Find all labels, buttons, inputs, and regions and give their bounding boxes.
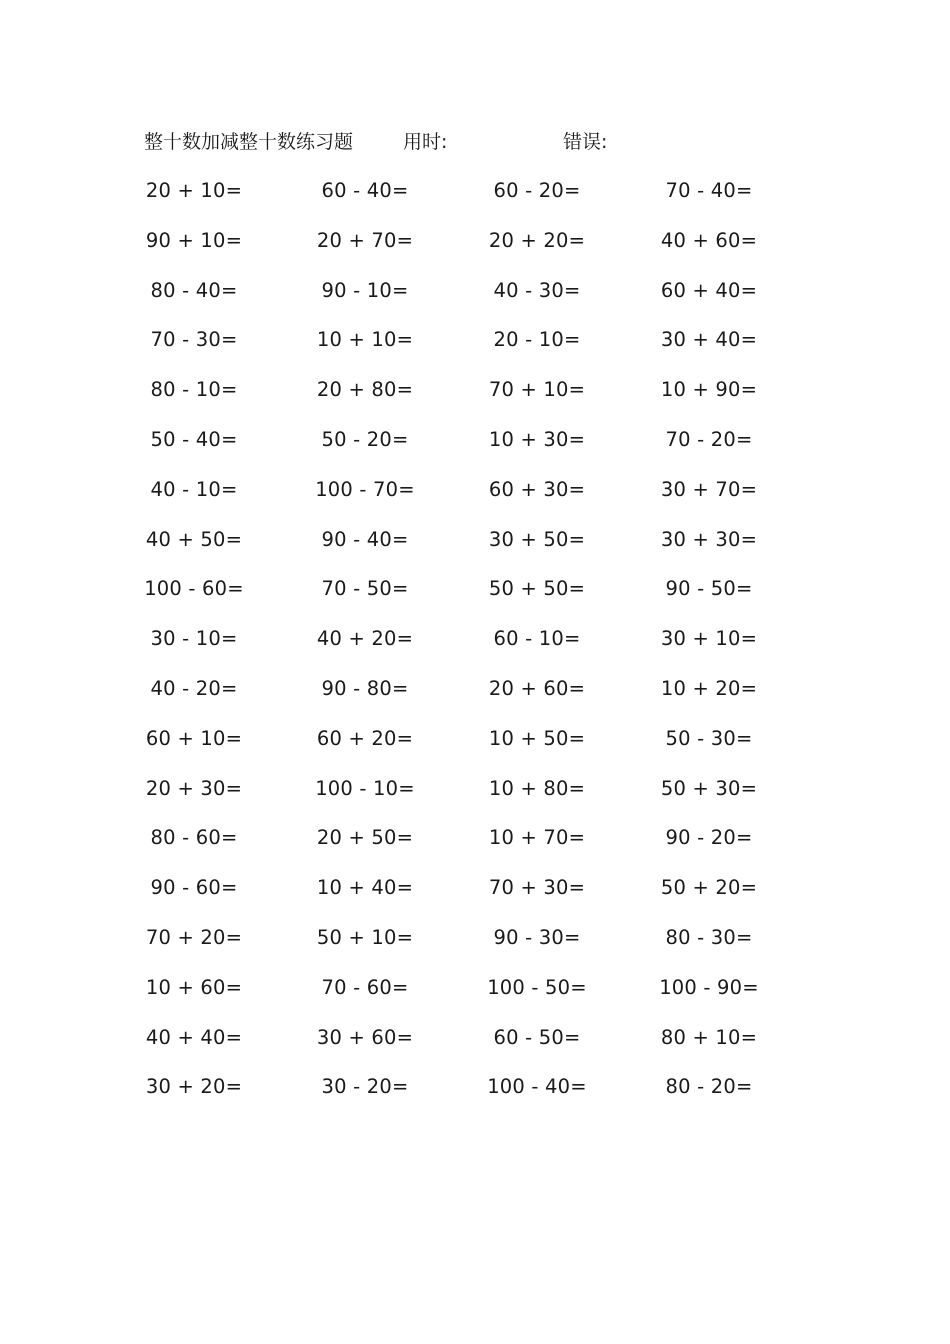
problem-row	[0, 774, 950, 824]
problem-item: 80 + 10=	[660, 1025, 758, 1049]
problem-item: 60 + 30=	[488, 477, 586, 501]
error-label: 错误:	[563, 131, 608, 153]
problem-item: 10 + 90=	[660, 378, 758, 402]
problem-item: 70 - 50=	[321, 577, 409, 601]
problem-row	[0, 724, 950, 774]
problem-item: 10 + 70=	[488, 826, 586, 850]
problem-row	[0, 923, 950, 973]
problem-item: 80 - 20=	[665, 1075, 753, 1099]
problem-item: 90 - 50=	[665, 577, 753, 601]
problem-grid	[0, 176, 950, 1122]
problem-item: 50 + 30=	[660, 776, 758, 800]
problem-item: 10 + 30=	[488, 427, 586, 451]
problem-item: 20 + 30=	[145, 776, 243, 800]
problem-item: 70 - 30=	[150, 328, 238, 352]
problem-item: 100 - 50=	[487, 975, 587, 999]
problem-item: 70 + 10=	[488, 378, 586, 402]
problem-item: 60 + 10=	[145, 726, 243, 750]
problem-row	[0, 624, 950, 674]
worksheet-header	[0, 128, 950, 156]
problem-item: 10 + 60=	[145, 975, 243, 999]
problem-item: 40 + 50=	[145, 527, 243, 551]
problem-row	[0, 873, 950, 923]
problem-row	[0, 226, 950, 276]
problem-item: 30 + 40=	[660, 328, 758, 352]
problem-item: 40 + 60=	[660, 228, 758, 252]
problem-item: 50 - 40=	[150, 427, 238, 451]
problem-item: 70 - 40=	[665, 179, 753, 202]
problem-item: 100 - 10=	[315, 776, 415, 800]
time-label: 用时:	[403, 131, 448, 153]
problem-item: 10 + 50=	[488, 726, 586, 750]
problem-item: 40 - 10=	[150, 477, 238, 501]
problem-item: 90 + 10=	[145, 228, 243, 252]
problem-item: 60 + 40=	[660, 278, 758, 302]
problem-item: 40 - 30=	[493, 278, 581, 302]
problem-row	[0, 276, 950, 326]
problem-item: 70 + 20=	[145, 925, 243, 949]
problem-item: 30 + 50=	[488, 527, 586, 551]
problem-item: 100 - 70=	[315, 477, 415, 501]
problem-row	[0, 325, 950, 375]
problem-item: 60 - 40=	[321, 179, 409, 202]
problem-item: 60 - 10=	[493, 627, 581, 651]
problem-item: 50 + 10=	[316, 925, 414, 949]
problem-item: 50 - 20=	[321, 427, 409, 451]
problem-item: 30 - 10=	[150, 627, 238, 651]
problem-item: 60 - 50=	[493, 1025, 581, 1049]
problem-row	[0, 674, 950, 724]
problem-item: 20 - 10=	[493, 328, 581, 352]
worksheet-title: 整十数加减整十数练习题	[144, 131, 354, 153]
problem-item: 10 + 40=	[316, 876, 414, 900]
problem-item: 10 + 80=	[488, 776, 586, 800]
problem-item: 20 + 20=	[488, 228, 586, 252]
problem-row	[0, 823, 950, 873]
problem-item: 30 + 10=	[660, 627, 758, 651]
problem-item: 90 - 40=	[321, 527, 409, 551]
problem-item: 30 + 70=	[660, 477, 758, 501]
problem-item: 90 - 60=	[150, 876, 238, 900]
problem-item: 20 + 80=	[316, 378, 414, 402]
problem-row	[0, 1072, 950, 1122]
problem-item: 80 - 40=	[150, 278, 238, 302]
problem-item: 50 + 50=	[488, 577, 586, 601]
problem-row	[0, 1023, 950, 1073]
problem-item: 80 - 10=	[150, 378, 238, 402]
problem-item: 80 - 30=	[665, 925, 753, 949]
problem-item: 20 + 10=	[145, 179, 243, 202]
problem-item: 30 + 20=	[145, 1075, 243, 1099]
problem-item: 100 - 90=	[659, 975, 759, 999]
problem-item: 70 - 20=	[665, 427, 753, 451]
problem-item: 90 - 80=	[321, 676, 409, 700]
problem-item: 70 - 60=	[321, 975, 409, 999]
problem-item: 70 + 30=	[488, 876, 586, 900]
problem-item: 80 - 60=	[150, 826, 238, 850]
problem-item: 40 + 40=	[145, 1025, 243, 1049]
problem-row	[0, 973, 950, 1023]
problem-item: 30 + 30=	[660, 527, 758, 551]
problem-row	[0, 425, 950, 475]
problem-item: 100 - 60=	[144, 577, 244, 601]
problem-item: 30 + 60=	[316, 1025, 414, 1049]
problem-item: 20 + 50=	[316, 826, 414, 850]
problem-item: 10 + 10=	[316, 328, 414, 352]
problem-item: 40 + 20=	[316, 627, 414, 651]
problem-row	[0, 525, 950, 575]
problem-item: 50 - 30=	[665, 726, 753, 750]
problem-item: 100 - 40=	[487, 1075, 587, 1099]
problem-row	[0, 475, 950, 525]
problem-row	[0, 176, 950, 226]
problem-item: 40 - 20=	[150, 676, 238, 700]
problem-item: 20 + 70=	[316, 228, 414, 252]
problem-item: 20 + 60=	[488, 676, 586, 700]
problem-item: 30 - 20=	[321, 1075, 409, 1099]
problem-item: 90 - 30=	[493, 925, 581, 949]
problem-item: 50 + 20=	[660, 876, 758, 900]
problem-item: 90 - 10=	[321, 278, 409, 302]
problem-item: 90 - 20=	[665, 826, 753, 850]
problem-item: 60 - 20=	[493, 179, 581, 202]
problem-row	[0, 574, 950, 624]
problem-item: 60 + 20=	[316, 726, 414, 750]
problem-item: 10 + 20=	[660, 676, 758, 700]
problem-row	[0, 375, 950, 425]
